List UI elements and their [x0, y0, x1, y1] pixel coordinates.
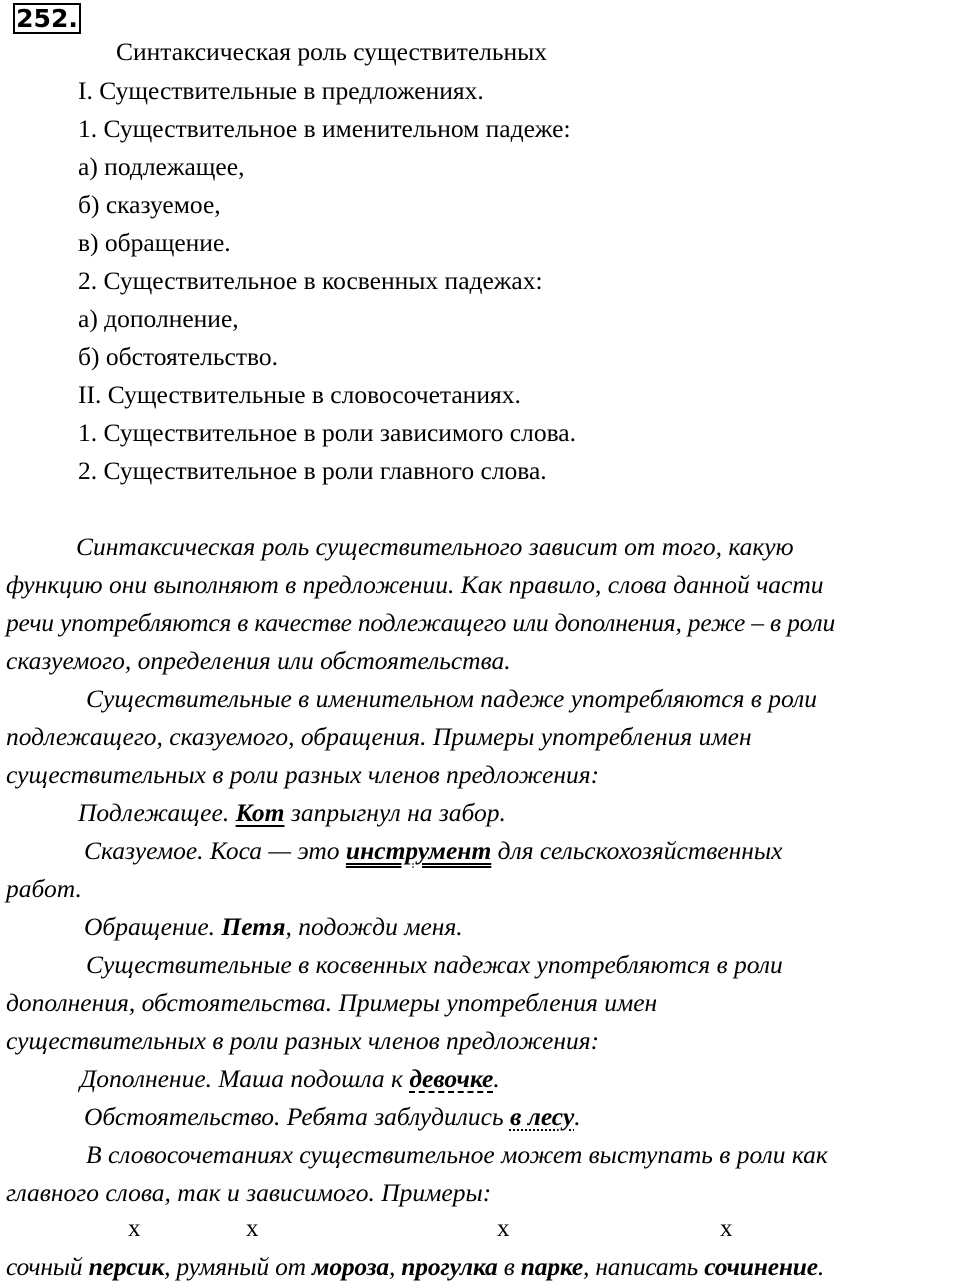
highlighted-word: инструмент	[345, 836, 492, 865]
outline-line: I. Существительные в предложениях.	[78, 76, 484, 105]
outline-line: 2. Существительное в косвенных падежах:	[78, 266, 543, 295]
dependency-mark: x	[720, 1215, 733, 1242]
paragraph-line: существительных в роли разных членов предложения:	[6, 1026, 600, 1055]
example-predicate	[84, 836, 782, 866]
outline-title: Синтаксическая роль существительных	[116, 37, 548, 66]
outline-line: а) дополнение,	[78, 304, 239, 333]
paragraph-line: Существительные в косвенных падежах употребляются в роли	[86, 950, 783, 979]
phrase-main-word: прогулка	[401, 1252, 498, 1281]
highlighted-word: девочке	[409, 1064, 494, 1093]
example-text: .	[574, 1102, 581, 1131]
phrase-word: сочный	[6, 1252, 89, 1281]
paragraph-line: функцию они выполняют в предложении. Как правило, слова данной части	[6, 570, 824, 599]
phrase-main-word: персик	[88, 1252, 165, 1281]
phrases-line	[6, 1252, 824, 1282]
phrase-word: , румяный от	[164, 1252, 313, 1281]
example-subject	[78, 798, 506, 828]
dependency-mark: x	[128, 1215, 141, 1242]
example-label: Обращение.	[84, 912, 222, 941]
example-text: запрыгнул на забор.	[284, 798, 506, 827]
phrase-word: в	[497, 1252, 521, 1281]
phrase-separator: .	[817, 1252, 825, 1281]
example-text: для сельскохозяйственных	[491, 836, 783, 865]
example-label: Дополнение. Маша подошла к	[80, 1064, 410, 1093]
dependency-mark: x	[246, 1215, 259, 1242]
example-predicate-cont: работ.	[6, 874, 82, 903]
outline-line: 1. Существительное в роли зависимого слова.	[78, 418, 576, 447]
paragraph-line: существительных в роли разных членов предложения:	[6, 760, 600, 789]
paragraph-line: Существительные в именительном падеже употребляются в роли	[86, 684, 817, 713]
phrase-separator: ,	[388, 1252, 402, 1281]
example-label: Обстоятельство. Ребята заблудились	[84, 1102, 510, 1131]
example-label: Подлежащее.	[78, 798, 236, 827]
phrase-main-word: сочинение	[704, 1252, 818, 1281]
paragraph-line: В словосочетаниях существительное может выступать в роли как	[86, 1140, 828, 1169]
paragraph-line: сказуемого, определения или обстоятельства.	[6, 646, 511, 675]
phrase-main-word: мороза	[312, 1252, 389, 1281]
outline-line: 2. Существительное в роли главного слова.	[78, 456, 547, 485]
outline-line: II. Существительные в словосочетаниях.	[78, 380, 521, 409]
example-adverbial	[84, 1102, 581, 1132]
outline-line: а) подлежащее,	[78, 152, 245, 181]
paragraph-line: главного слова, так и зависимого. Примеры:	[6, 1178, 492, 1207]
exercise-number: 252.	[13, 3, 81, 34]
paragraph-line: дополнения, обстоятельства. Примеры употребления имен	[6, 988, 658, 1017]
highlighted-word: Кот	[235, 798, 285, 827]
outline-line: в) обращение.	[78, 228, 231, 257]
outline-line: б) обстоятельство.	[78, 342, 278, 371]
example-text: .	[493, 1064, 500, 1093]
phrase-word: , написать	[582, 1252, 705, 1281]
paragraph-line: подлежащего, сказуемого, обращения. Примеры употребления имен	[6, 722, 752, 751]
phrase-main-word: парке	[520, 1252, 583, 1281]
highlighted-word: в лесу	[509, 1102, 575, 1131]
outline-line: 1. Существительное в именительном падеже:	[78, 114, 571, 143]
outline-line: б) сказуемое,	[78, 190, 221, 219]
paragraph-line: речи употребляются в качестве подлежащего или дополнения, реже – в роли	[6, 608, 836, 637]
example-address	[84, 912, 463, 942]
highlighted-word: Петя	[221, 912, 286, 941]
dependency-mark: x	[497, 1215, 510, 1242]
paragraph-line: Синтаксическая роль существительного зависит от того, какую	[76, 532, 794, 561]
example-object	[80, 1064, 500, 1094]
example-label: Сказуемое. Коса — это	[84, 836, 346, 865]
example-text: , подожди меня.	[285, 912, 463, 941]
